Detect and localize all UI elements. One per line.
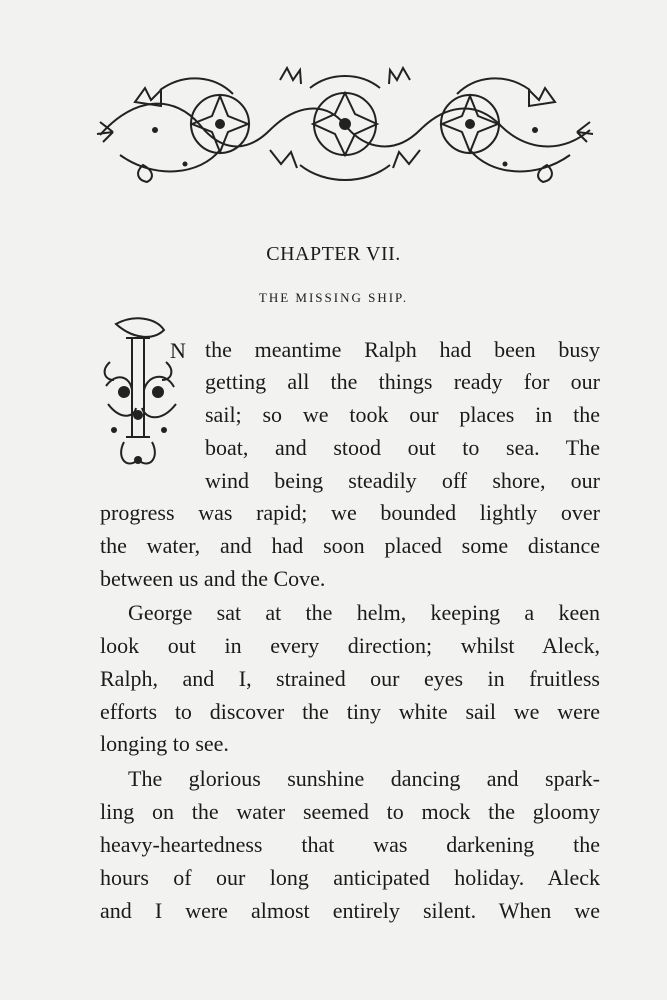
paragraph-3-line-5: and I were almost entirely silent. When we (100, 898, 600, 923)
paragraph-1-line-4: boat, and stood out to sea. The (205, 435, 600, 460)
paragraph-1-line-2: getting all the things ready for our (205, 369, 600, 394)
chapter-title: CHAPTER VII. (266, 243, 401, 265)
paragraph-3-line-1: The glorious sunshine dancing and spark- (128, 766, 600, 791)
paragraph-1-line-6: progress was rapid; we bounded lightly over (100, 500, 600, 525)
chapter-subtitle: THE MISSING SHIP. (258, 290, 409, 305)
drop-cap-letter: N (170, 338, 186, 363)
paragraph-2-line-3: Ralph, and I, strained our eyes in fruitless (100, 666, 600, 691)
paragraph-1-line-3: sail; so we took our places in the (205, 402, 600, 427)
paragraph-2-line-2: look out in every direction; whilst Aleck, (100, 633, 600, 658)
paragraph-1-line-1: the meantime Ralph had been busy (205, 337, 600, 362)
paragraph-3-line-3: heavy-heartedness that was darkening the (100, 832, 600, 857)
paragraph-2-line-1: George sat at the helm, keeping a keen (128, 600, 600, 625)
paragraph-1-line-8: between us and the Cove. (100, 566, 326, 591)
paragraph-3-line-4: hours of our long anticipated holiday. Aleck (100, 865, 600, 890)
paragraph-1-line-5: wind being steadily off shore, our (205, 468, 600, 493)
paragraph-1-line-7: the water, and had soon placed some distance (100, 533, 600, 558)
paragraph-3-line-2: ling on the water seemed to mock the gloomy (100, 799, 600, 824)
floral-headpiece-ornament (95, 60, 595, 190)
paragraph-2-line-4: efforts to discover the tiny white sail we were (100, 699, 600, 724)
paragraph-2-line-5: longing to see. (100, 731, 229, 756)
